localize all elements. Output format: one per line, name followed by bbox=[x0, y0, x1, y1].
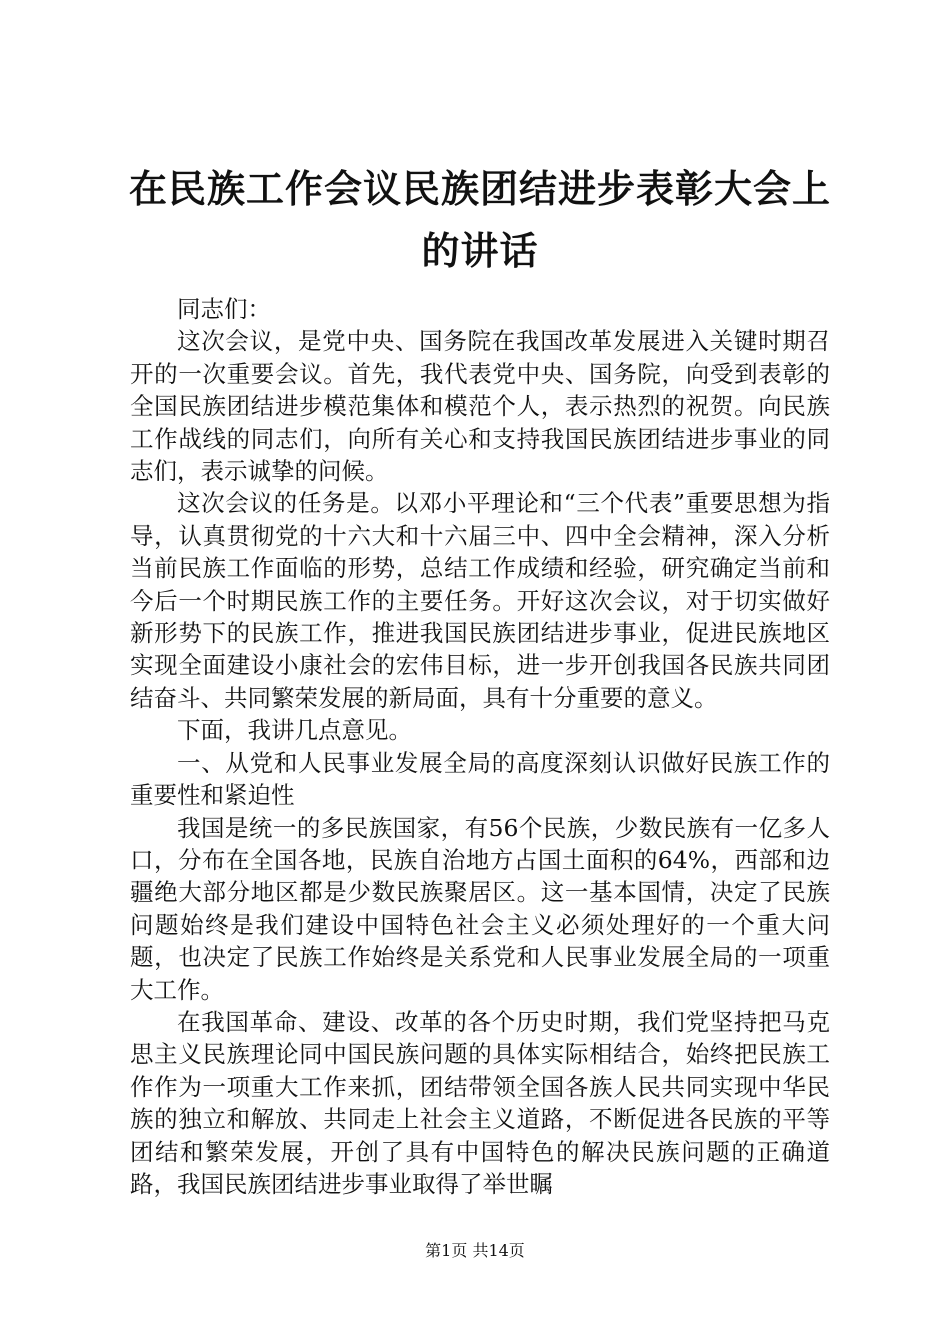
paragraph: 这次会议的任务是。以邓小平理论和“三个代表”重要思想为指导，认真贯彻党的十六大和十六届三中、四中全会精神，深入分析当前民族工作面临的形势，总结工作成绩和经验，研究确定当前和今后一个时期民族工作的主要任务。开好这次会议，对于切实做好新形势下的民族工作，推进我国民族团结进步事业，促进民族地区实现全面建设小康社会的宏伟目标，进一步开创我国各民族共同团结奋斗、共同繁荣发展的新局面，具有十分重要的意义。 bbox=[130, 489, 830, 712]
page-number-footer: 第1页 共14页 bbox=[425, 1241, 525, 1260]
paragraph: 下面，我讲几点意见。 bbox=[177, 716, 412, 745]
document-title: 在民族工作会议民族团结进步表彰大会上的讲话 bbox=[128, 166, 831, 273]
document-body bbox=[130, 293, 830, 1200]
paragraph: 这次会议，是党中央、国务院在我国改革发展进入关键时期召开的一次重要会议。首先，我代表党中央、国务院，向受到表彰的全国民族团结进步模范集体和模范个人，表示热烈的祝贺。向民族工作战线的同志们，向所有关心和支持我国民族团结进步事业的同志们，表示诚挚的问候。 bbox=[130, 327, 830, 486]
paragraph: 我国是统一的多民族国家，有56个民族，少数民族有一亿多人口，分布在全国各地，民族自治地方占国土面积的64%，西部和边疆绝大部分地区都是少数民族聚居区。这一基本国情，决定了民族问题始终是我们建设中国特色社会主义必须处理好的一个重大问题，也决定了民族工作始终是关系党和人民事业发展全局的一项重大工作。 bbox=[130, 813, 830, 1004]
section-heading: 一、从党和人民事业发展全局的高度深刻认识做好民族工作的重要性和紧迫性 bbox=[130, 748, 830, 810]
salutation: 同志们： bbox=[177, 295, 271, 323]
paragraph: 在我国革命、建设、改革的各个历史时期，我们党坚持把马克思主义民族理论同中国民族问题的具体实际相结合，始终把民族工作作为一项重大工作来抓，团结带领全国各族人民共同实现中华民族的独立和解放、共同走上社会主义道路，不断促进各民族的平等团结和繁荣发展，开创了具有中国特色的解决民族问题的正确道路，我国民族团结进步事业取得了举世瞩 bbox=[130, 1007, 830, 1198]
